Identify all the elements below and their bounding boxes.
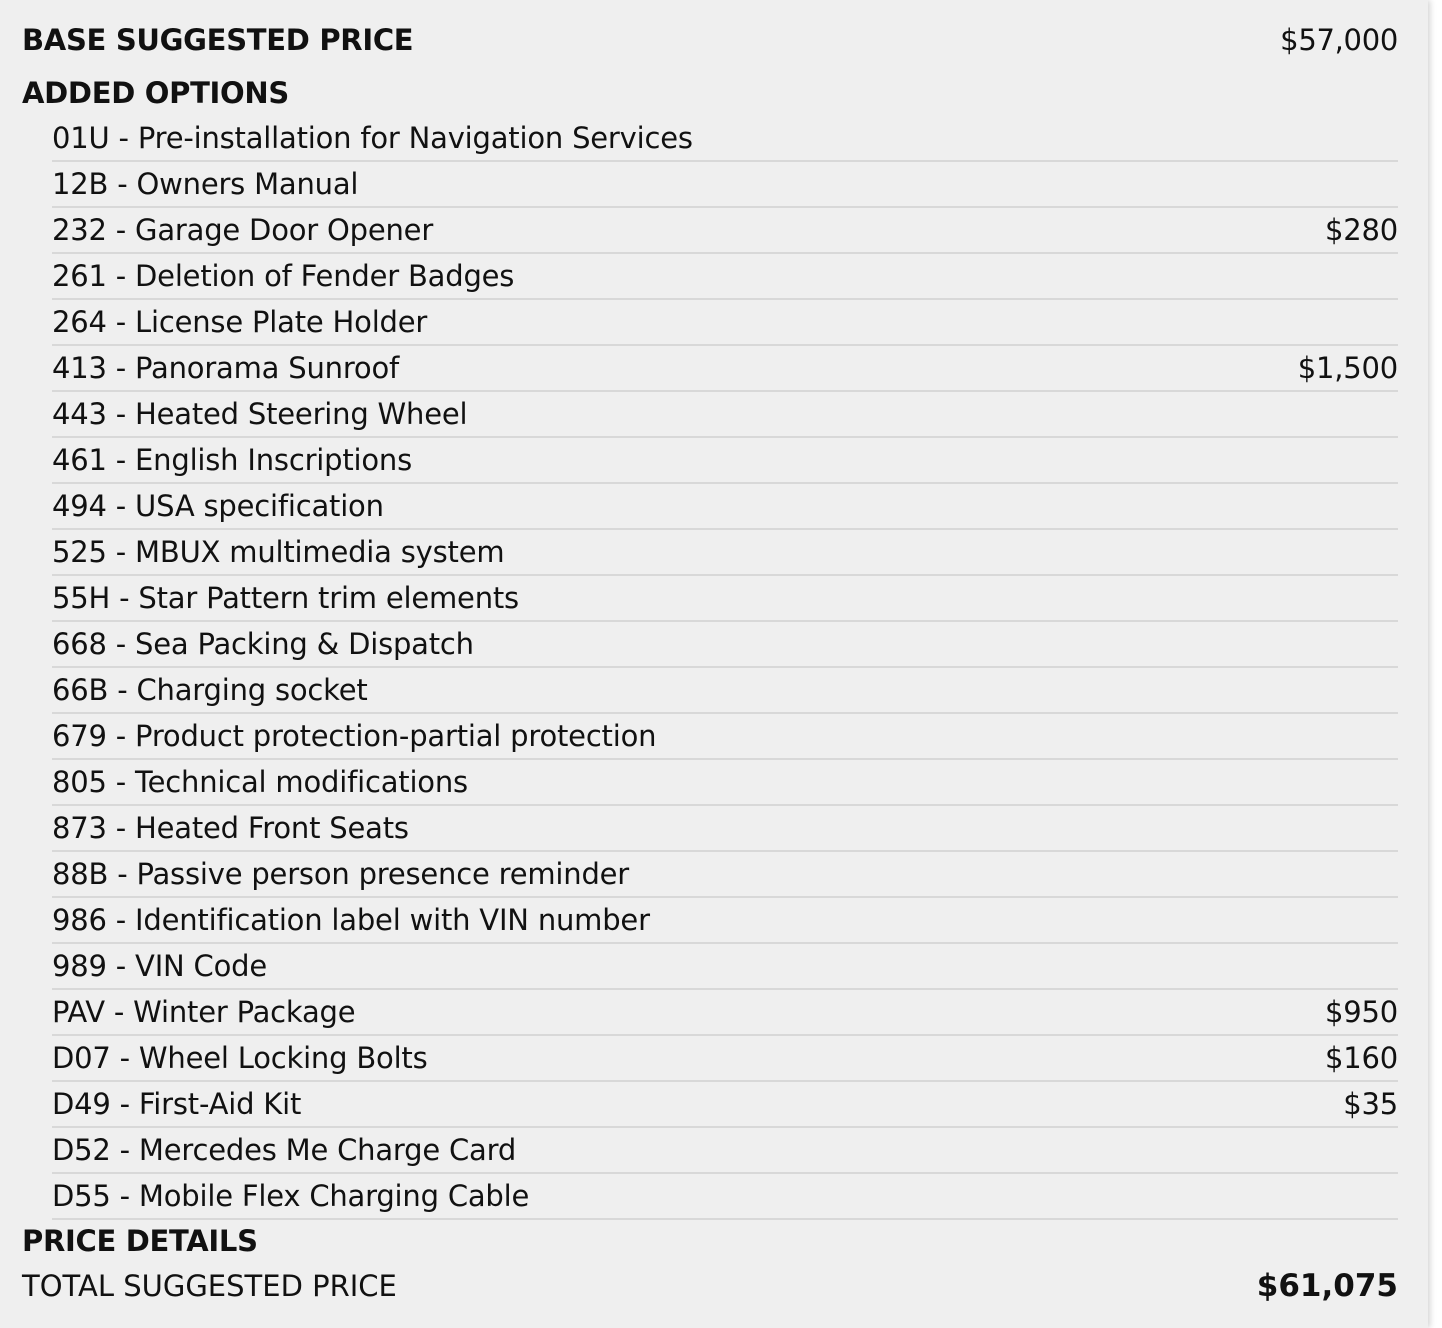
added-options-title: ADDED OPTIONS xyxy=(22,76,289,110)
option-label: D07 - Wheel Locking Bolts xyxy=(52,1041,428,1075)
added-options-heading xyxy=(22,70,1398,116)
option-label: 261 - Deletion of Fender Badges xyxy=(52,259,515,293)
option-row xyxy=(52,116,1398,162)
price-details-title: PRICE DETAILS xyxy=(22,1224,258,1258)
option-label: D52 - Mercedes Me Charge Card xyxy=(52,1133,517,1167)
option-row xyxy=(52,392,1398,438)
option-row xyxy=(52,208,1398,254)
option-row xyxy=(52,1174,1398,1220)
option-row xyxy=(52,898,1398,944)
option-label: 989 - VIN Code xyxy=(52,949,267,983)
option-label: 55H - Star Pattern trim elements xyxy=(52,581,519,615)
option-row xyxy=(52,852,1398,898)
option-label: 668 - Sea Packing & Dispatch xyxy=(52,627,474,661)
option-row xyxy=(52,300,1398,346)
option-row xyxy=(52,622,1398,668)
option-label: 986 - Identification label with VIN number xyxy=(52,903,650,937)
option-row xyxy=(52,576,1398,622)
total-price-label: TOTAL SUGGESTED PRICE xyxy=(22,1269,397,1303)
option-label: 679 - Product protection-partial protection xyxy=(52,719,657,753)
option-price: $160 xyxy=(1324,1041,1398,1075)
price-details-heading xyxy=(22,1218,1398,1264)
option-label: 461 - English Inscriptions xyxy=(52,443,413,477)
option-label: 264 - License Plate Holder xyxy=(52,305,428,339)
option-row xyxy=(52,346,1398,392)
option-label: 88B - Passive person presence reminder xyxy=(52,857,630,891)
option-row xyxy=(52,484,1398,530)
option-label: 525 - MBUX multimedia system xyxy=(52,535,505,569)
option-label: 01U - Pre-installation for Navigation Services xyxy=(52,121,693,155)
option-label: 805 - Technical modifications xyxy=(52,765,468,799)
option-row xyxy=(52,668,1398,714)
option-price: $280 xyxy=(1324,213,1398,247)
option-row xyxy=(52,1128,1398,1174)
total-price-value: $61,075 xyxy=(1256,1268,1398,1304)
option-price: $1,500 xyxy=(1297,351,1398,385)
option-label: 873 - Heated Front Seats xyxy=(52,811,409,845)
option-row xyxy=(52,254,1398,300)
option-row xyxy=(52,530,1398,576)
option-row xyxy=(52,990,1398,1036)
option-price: $950 xyxy=(1324,995,1398,1029)
option-row xyxy=(52,944,1398,990)
option-label: 12B - Owners Manual xyxy=(52,167,359,201)
base-price-value: $57,000 xyxy=(1280,23,1398,57)
base-price-row xyxy=(22,17,1398,63)
option-label: 494 - USA specification xyxy=(52,489,384,523)
base-price-label: BASE SUGGESTED PRICE xyxy=(22,23,414,57)
option-row xyxy=(52,1082,1398,1128)
option-label: 232 - Garage Door Opener xyxy=(52,213,434,247)
option-label: D49 - First-Aid Kit xyxy=(52,1087,302,1121)
option-row xyxy=(52,438,1398,484)
option-label: D55 - Mobile Flex Charging Cable xyxy=(52,1179,530,1213)
option-label: 66B - Charging socket xyxy=(52,673,368,707)
option-price: $35 xyxy=(1343,1087,1398,1121)
option-row xyxy=(52,760,1398,806)
total-price-row xyxy=(22,1263,1398,1309)
option-row xyxy=(52,162,1398,208)
option-label: 443 - Heated Steering Wheel xyxy=(52,397,468,431)
option-row xyxy=(52,1036,1398,1082)
option-label: 413 - Panorama Sunroof xyxy=(52,351,400,385)
option-row xyxy=(52,714,1398,760)
option-row xyxy=(52,806,1398,852)
options-list xyxy=(52,116,1398,1220)
option-label: PAV - Winter Package xyxy=(52,995,356,1029)
